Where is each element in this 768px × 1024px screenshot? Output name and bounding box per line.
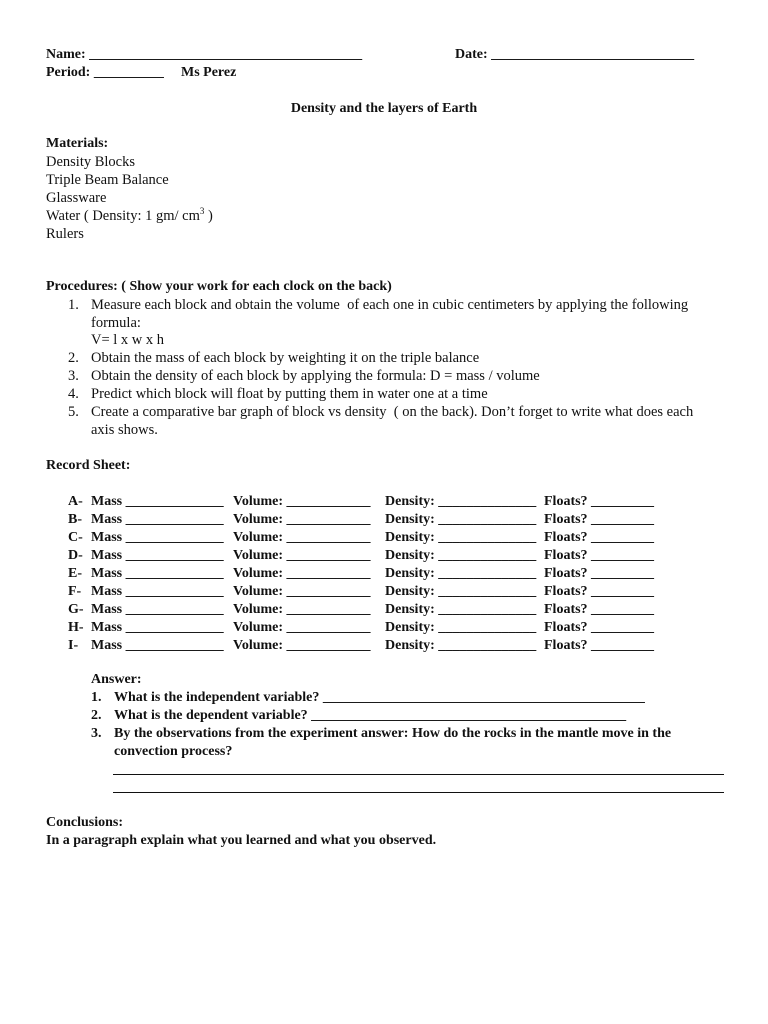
step-text: Measure each block and obtain the volume of each one in cubic centimeters by applying the following <box>91 297 689 313</box>
mass-field: Mass ______________ <box>91 548 224 563</box>
row-letter: F- <box>68 584 82 599</box>
record-sheet-heading: Record Sheet: <box>46 458 131 473</box>
floats-field: Floats? _________ <box>544 602 655 617</box>
page-title: Density and the layers of Earth <box>290 101 478 116</box>
mass-field: Mass ______________ <box>91 638 224 653</box>
volume-field: Volume: ____________ <box>233 548 371 563</box>
question-text: What is the independent variable? ______________________________________________ <box>114 690 645 705</box>
question-number: 3. <box>91 726 102 741</box>
answer-heading: Answer: <box>91 672 142 687</box>
mass-field: Mass ______________ <box>91 494 224 509</box>
step-text: Predict which block will float by putting them in water one at a time <box>91 386 488 402</box>
volume-field: Volume: ____________ <box>233 620 371 635</box>
procedures-heading: Procedures: ( Show your work for each clock on the back) <box>46 279 392 294</box>
row-letter: E- <box>68 566 82 581</box>
material-item: Triple Beam Balance <box>46 172 169 188</box>
step-number: 2. <box>68 350 79 366</box>
mass-field: Mass ______________ <box>91 602 224 617</box>
date-field: Date: _____________________________ <box>455 47 695 62</box>
cubic-superscript: 3 <box>199 206 205 217</box>
row-letter: I- <box>68 638 79 653</box>
question-text: convection process? <box>114 744 233 759</box>
answer-line <box>113 774 724 775</box>
volume-field: Volume: ____________ <box>233 494 371 509</box>
floats-field: Floats? _________ <box>544 620 655 635</box>
material-item: Density Blocks <box>46 154 136 170</box>
step-number: 3. <box>68 368 79 384</box>
floats-field: Floats? _________ <box>544 566 655 581</box>
mass-field: Mass ______________ <box>91 512 224 527</box>
row-letter: D- <box>68 548 83 563</box>
density-field: Density: ______________ <box>385 638 537 653</box>
question-number: 1. <box>91 690 102 705</box>
name-field: Name: _______________________________________ <box>46 47 363 62</box>
step-number: 5. <box>68 404 79 420</box>
volume-field: Volume: ____________ <box>233 602 371 617</box>
density-field: Density: ______________ <box>385 602 537 617</box>
material-item-water <box>46 207 213 225</box>
conclusions-heading: Conclusions: <box>46 815 124 830</box>
volume-field: Volume: ____________ <box>233 584 371 599</box>
step-text: formula: <box>91 315 141 331</box>
row-letter: B- <box>68 512 82 527</box>
conclusions-text: In a paragraph explain what you learned and what you observed. <box>46 833 437 848</box>
mass-field: Mass ______________ <box>91 566 224 581</box>
density-field: Density: ______________ <box>385 494 537 509</box>
step-text: axis shows. <box>91 422 158 438</box>
mass-field: Mass ______________ <box>91 530 224 545</box>
row-letter: A- <box>68 494 83 509</box>
water-text: Water ( Density: 1 gm/ cm <box>46 208 200 224</box>
step-text: Obtain the mass of each block by weighting it on the triple balance <box>91 350 480 366</box>
density-field: Density: ______________ <box>385 548 537 563</box>
period-field: Period: __________ <box>46 65 164 80</box>
floats-field: Floats? _________ <box>544 584 655 599</box>
row-letter: G- <box>68 602 84 617</box>
water-close: ) <box>204 208 213 224</box>
step-number: 4. <box>68 386 79 402</box>
mass-field: Mass ______________ <box>91 620 224 635</box>
question-text: What is the dependent variable? _____________________________________________ <box>114 708 627 723</box>
question-text: By the observations from the experiment answer: How do the rocks in the mantle move in the <box>114 726 672 741</box>
mass-field: Mass ______________ <box>91 584 224 599</box>
material-item: Rulers <box>46 226 84 242</box>
volume-field: Volume: ____________ <box>233 512 371 527</box>
floats-field: Floats? _________ <box>544 512 655 527</box>
row-letter: C- <box>68 530 83 545</box>
density-field: Density: ______________ <box>385 566 537 581</box>
answer-line <box>113 792 724 793</box>
floats-field: Floats? _________ <box>544 494 655 509</box>
row-letter: H- <box>68 620 84 635</box>
volume-field: Volume: ____________ <box>233 638 371 653</box>
density-field: Density: ______________ <box>385 530 537 545</box>
volume-field: Volume: ____________ <box>233 530 371 545</box>
floats-field: Floats? _________ <box>544 548 655 563</box>
teacher-name: Ms Perez <box>181 65 237 80</box>
density-field: Density: ______________ <box>385 512 537 527</box>
materials-heading: Materials: <box>46 136 109 151</box>
step-number: 1. <box>68 297 79 313</box>
density-field: Density: ______________ <box>385 584 537 599</box>
density-field: Density: ______________ <box>385 620 537 635</box>
material-item: Glassware <box>46 190 107 206</box>
volume-field: Volume: ____________ <box>233 566 371 581</box>
question-number: 2. <box>91 708 102 723</box>
floats-field: Floats? _________ <box>544 530 655 545</box>
step-text: Obtain the density of each block by applying the formula: D = mass / volume <box>91 368 540 384</box>
step-text: Create a comparative bar graph of block vs density ( on the back). Don’t forget to write what does each <box>91 404 694 420</box>
step-formula: V= l x w x h <box>91 332 165 348</box>
floats-field: Floats? _________ <box>544 638 655 653</box>
